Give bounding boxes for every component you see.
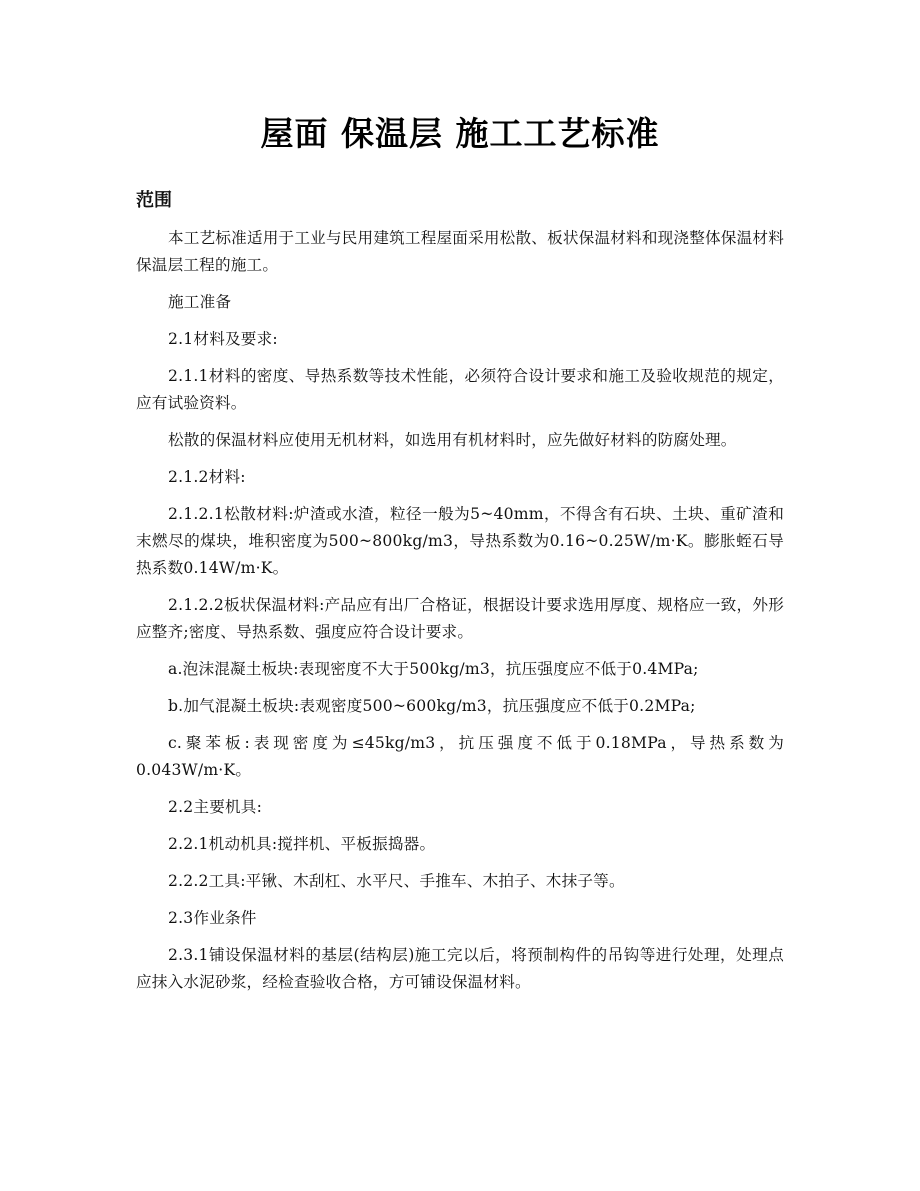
paragraph-2-1: 2.1材料及要求: [168,330,278,348]
paragraph-preparation: 施工准备 [168,293,232,311]
paragraph-2-3-1: 2.3.1铺设保温材料的基层(结构层)施工完以后，将预制构件的吊钩等进行处理，处理点应抹入水泥砂浆，经检查验收合格，方可铺设保温材料。 [136,946,784,991]
paragraph-2-2-1: 2.2.1机动机具:搅拌机、平板振捣器。 [168,835,436,853]
paragraph-item-b: b.加气混凝土板块:表观密度500~600kg/m3，抗压强度应不低于0.2MPa; [168,697,696,715]
paragraph-2-1-2-2: 2.1.2.2板状保温材料:产品应有出厂合格证，根据设计要求选用厚度、规格应一致，外形应整齐;密度、导热系数、强度应符合设计要求。 [136,596,784,641]
paragraph-item-a: a.泡沫混凝土板块:表现密度不大于500kg/m3，抗压强度应不低于0.4MPa; [168,660,699,678]
paragraph-2-2-2: 2.2.2工具:平锹、木刮杠、水平尺、手推车、木拍子、木抹子等。 [168,872,625,890]
paragraph-scope: 本工艺标准适用于工业与民用建筑工程屋面采用松散、板状保温材料和现浇整体保温材料保温层工程的施工。 [136,229,784,274]
section-heading-scope: 范围 [136,190,172,211]
paragraph-2-2: 2.2主要机具: [168,798,263,816]
document-body [136,225,784,1006]
paragraph-2-3: 2.3作业条件 [168,909,257,927]
document-title: 屋面 保温层 施工工艺标准 [260,114,660,153]
paragraph-item-c: c.聚苯板:表现密度为≤45kg/m3，抗压强度不低于0.18MPa，导热系数为0.043W/m·K。 [136,734,784,779]
paragraph-2-1-2-1: 2.1.2.1松散材料:炉渣或水渣，粒径一般为5~40mm，不得含有石块、土块、重矿渣和末燃尽的煤块，堆积密度为500~800kg/m3，导热系数为0.16~0.25W/m·K。膨胀蛭石导热系数0.14W/m·K。 [136,505,784,577]
paragraph-2-1-2: 2.1.2材料: [168,468,246,486]
paragraph-2-1-1: 2.1.1材料的密度、导热系数等技术性能，必须符合设计要求和施工及验收规范的规定，应有试验资料。 [136,367,784,412]
paragraph-loose-material: 松散的保温材料应使用无机材料，如选用有机材料时，应先做好材料的防腐处理。 [168,431,737,449]
